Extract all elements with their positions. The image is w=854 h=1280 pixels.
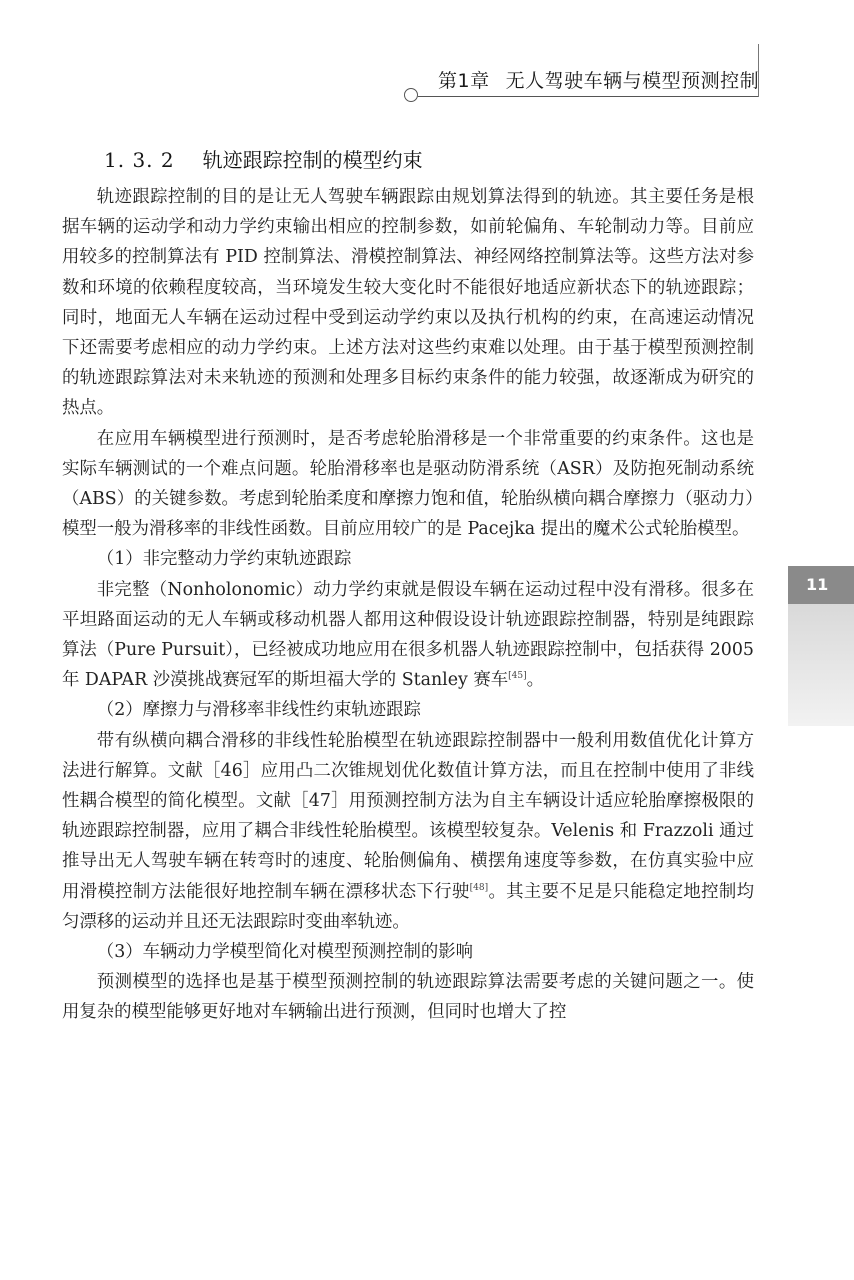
header-vertical-rule bbox=[758, 44, 759, 97]
chapter-label: 第1章 bbox=[438, 70, 490, 92]
paragraph-text: 带有纵横向耦合滑移的非线性轮胎模型在轨迹跟踪控制器中一般利用数值优化计算方法进行解算。文献［46］应用凸二次锥规划优化数值计算方法，而且在控制中使用了非线性耦合模型的简化模型。文献［47］用预测控制方法为自主车辆设计适应轮胎摩擦极限的轨迹跟踪控制器，应用了耦合非线性轮胎模型。该模型较复杂。Velenis 和 Frazzoli 通过推导出无人驾驶车辆在转弯时的速度、轮胎侧偏角、横摆角速度等参数，在仿真实验中应用滑模控制方法能很好地控制车辆在漂移状态下行驶 bbox=[62, 730, 754, 902]
running-head bbox=[438, 66, 759, 93]
paragraph bbox=[62, 726, 754, 937]
header-circle-ornament bbox=[404, 88, 418, 102]
paragraph: 预测模型的选择也是基于模型预测控制的轨迹跟踪算法需要考虑的关键问题之一。使用复杂的模型能够更好地对车辆输出进行预测，但同时也增大了控 bbox=[62, 972, 754, 1023]
paragraph-text-end: 。 bbox=[526, 670, 545, 691]
section-title: 轨迹跟踪控制的模型约束 bbox=[202, 148, 423, 172]
citation-ref: [48] bbox=[469, 882, 489, 893]
paragraph-text: 非完整（Nonholonomic）动力学约束就是假设车辆在运动过程中没有滑移。很多在平坦路面运动的无人车辆或移动机器人都用这种假设设计轨迹跟踪控制器，特别是纯跟踪算法（Pure Pursuit），已经被成功地应用在很多机器人轨迹跟踪控制中，包括获得 2005 年 DAPAR 沙漠挑战赛冠军的斯坦福大学的 Stanley 赛车 bbox=[62, 579, 754, 691]
section-heading bbox=[104, 144, 423, 173]
body-text bbox=[62, 182, 754, 1028]
page-number: 11 bbox=[806, 575, 829, 594]
section-number: 1. 3. 2 bbox=[104, 148, 175, 172]
item-heading-1: （1）非完整动力学约束轨迹跟踪 bbox=[96, 549, 352, 570]
page-thumb-tab bbox=[788, 566, 854, 726]
header-rule bbox=[418, 96, 758, 97]
item-heading-3: （3）车辆动力学模型简化对模型预测控制的影响 bbox=[96, 942, 474, 963]
item-heading-2: （2）摩擦力与滑移率非线性约束轨迹跟踪 bbox=[96, 700, 421, 721]
chapter-title: 无人驾驶车辆与模型预测控制 bbox=[505, 70, 760, 92]
paragraph: 轨迹跟踪控制的目的是让无人驾驶车辆跟踪由规划算法得到的轨迹。其主要任务是根据车辆的运动学和动力学约束输出相应的控制参数，如前轮偏角、车轮制动力等。目前应用较多的控制算法有 PID 控制算法、滑模控制算法、神经网络控制算法等。这些方法对参数和环境的依赖程度较高，当环境发生较大变化时不能很好地适应新状态下的轨迹跟踪；同时，地面无人车辆在运动过程中受到运动学约束以及执行机构的约束，在高速运动情况下还需要考虑相应的动力学约束。上述方法对这些约束难以处理。由于基于模型预测控制的轨迹跟踪算法对未来轨迹的预测和处理多目标约束条件的能力较强，故逐渐成为研究的热点。 bbox=[62, 187, 754, 419]
citation-ref: [45] bbox=[508, 671, 527, 682]
paragraph: 在应用车辆模型进行预测时，是否考虑轮胎滑移是一个非常重要的约束条件。这也是实际车辆测试的一个难点问题。轮胎滑移率也是驱动防滑系统（ASR）及防抱死制动系统（ABS）的关键参数。考虑到轮胎柔度和摩擦力饱和值，轮胎纵横向耦合摩擦力（驱动力）模型一般为滑移率的非线性函数。目前应用较广的是 Pacejka 提出的魔术公式轮胎模型。 bbox=[62, 428, 754, 540]
paragraph bbox=[62, 575, 754, 696]
paragraph-text-end: 。其主要不足是只能稳定地控制均匀漂移的运动并且还无法跟踪时变曲率轨迹。 bbox=[62, 881, 754, 932]
